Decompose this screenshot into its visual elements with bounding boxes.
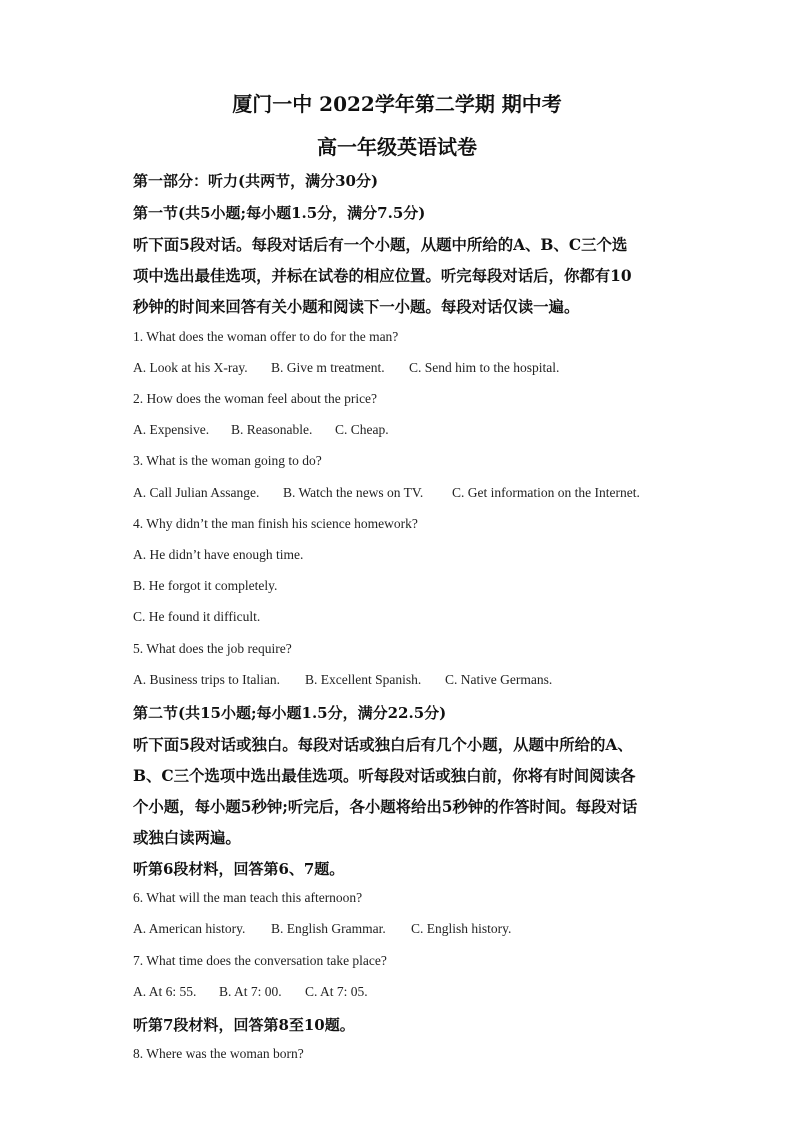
option-c: C. Get information on the Internet. xyxy=(452,485,640,500)
option-a: A. At 6: 55. xyxy=(133,984,197,999)
option-a: A. Call Julian Assange. xyxy=(133,485,260,500)
section1-instruction-line: 听下面5段对话。每段对话后有一个小题，从题中所给的A、B、C三个选 xyxy=(133,236,628,254)
question-stem-8: 8. Where was the woman born? xyxy=(133,1046,304,1061)
option-c: C. English history. xyxy=(411,921,512,936)
option-b: B. Reasonable. xyxy=(231,422,313,437)
question-stem-4: 4. Why didn’t the man finish his science homework? xyxy=(133,516,418,531)
section1-instruction-line: 秒钟的时间来回答有关小题和阅读下一小题。每段对话仅读一遍。 xyxy=(133,298,580,316)
section2-instruction-line: 个小题，每小题5秒钟;听完后，各小题将给出5秒钟的作答时间。每段对话 xyxy=(133,798,638,816)
section1-instruction-line: 项中选出最佳选项，并标在试卷的相应位置。听完每段对话后，你都有10 xyxy=(133,267,632,285)
section2-instruction-line: 听下面5段对话或独白。每段对话或独白后有几个小题，从题中所给的A、 xyxy=(133,736,633,754)
option-a: A. Look at his X-ray. xyxy=(133,360,248,375)
option-b: B. Watch the news on TV. xyxy=(283,485,424,500)
question-stem-5: 5. What does the job require? xyxy=(133,641,292,656)
option-a: A. Business trips to Italian. xyxy=(133,672,280,687)
option-b: B. He forgot it completely. xyxy=(133,578,278,593)
part1-heading: 第一部分：听力(共两节，满分30分) xyxy=(133,172,379,190)
question-stem-1: 1. What does the woman offer to do for the man? xyxy=(133,329,399,344)
question-options-3 xyxy=(133,485,640,501)
option-c: C. Send him to the hospital. xyxy=(409,360,560,375)
material-6-heading: 听第6段材料，回答第6、7题。 xyxy=(133,860,345,878)
question-stem-2: 2. How does the woman feel about the price? xyxy=(133,391,378,406)
material-7-heading: 听第7段材料，回答第8至10题。 xyxy=(133,1016,355,1034)
section2-instruction-line: B、C三个选项中选出最佳选项。听每段对话或独白前，你将有时间阅读各 xyxy=(133,767,636,785)
question-stem-7: 7. What time does the conversation take place? xyxy=(133,953,387,968)
question-stem-3: 3. What is the woman going to do? xyxy=(133,453,322,468)
option-b: B. Excellent Spanish. xyxy=(305,672,422,687)
exam-subtitle: 高一年级英语试卷 xyxy=(317,135,477,159)
option-c: C. At 7: 05. xyxy=(305,984,368,999)
question-stem-6: 6. What will the man teach this afternoon? xyxy=(133,890,363,905)
option-c: C. Cheap. xyxy=(335,422,389,437)
question-options-5 xyxy=(133,672,552,688)
option-a: A. He didn’t have enough time. xyxy=(133,547,304,562)
section2-instruction-line: 或独白读两遍。 xyxy=(133,829,241,847)
exam-title: 厦门一中 2022学年第二学期 期中考 xyxy=(232,92,562,116)
section2-heading: 第二节(共15小题;每小题1.5分，满分22.5分) xyxy=(133,704,447,722)
question-options-7 xyxy=(133,984,368,1000)
question-options-2 xyxy=(133,422,389,438)
question-options-1 xyxy=(133,360,559,376)
option-c: C. He found it difficult. xyxy=(133,609,261,624)
section1-heading: 第一节(共5小题;每小题1.5分，满分7.5分) xyxy=(133,204,426,222)
option-b: B. At 7: 00. xyxy=(219,984,282,999)
option-b: B. Give m treatment. xyxy=(271,360,385,375)
option-c: C. Native Germans. xyxy=(445,672,553,687)
option-a: A. American history. xyxy=(133,921,246,936)
question-options-6 xyxy=(133,921,511,937)
option-a: A. Expensive. xyxy=(133,422,210,437)
option-b: B. English Grammar. xyxy=(271,921,386,936)
